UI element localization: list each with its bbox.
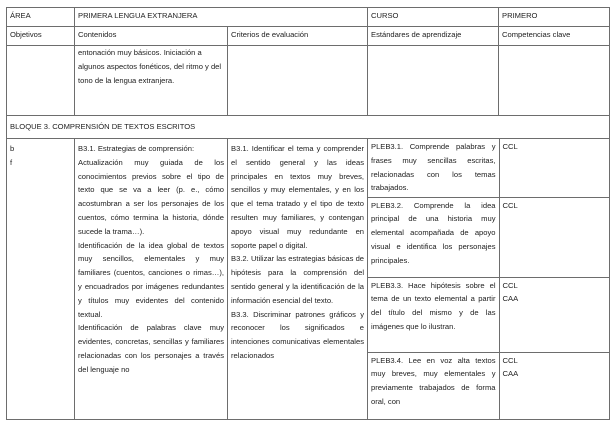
- contenido-item: Identificación de palabras clave muy evidentes, concretas, sencillas y familiares relacionadas con los personajes a través del lenguaje no: [78, 323, 224, 374]
- header-row: [7, 8, 610, 27]
- criterio-item: B3.1. Identificar el tema y comprender el sentido general y las ideas principales en textos muy breves, sencillos y muy elementales, y en los que el tema tratado y el tipo de texto resulten muy familiares, y contengan apoyo visual muy redundante en soporte papel o digital.: [231, 144, 365, 250]
- curso-value: PRIMERO: [499, 8, 610, 27]
- competencia-code: CCL: [502, 355, 518, 365]
- continuation-row: [7, 46, 610, 116]
- estandar-row: [368, 139, 610, 197]
- block-criterios: [228, 139, 368, 420]
- contenido-item: Actualización muy guiada de los conocimientos previos sobre el tipo de texto que se va a leer (p. e., cómo acostumbran a ser los personajes de los cuentos, cómo termina la historia, dónde sucede la trama…).: [78, 157, 224, 236]
- area-value: PRIMERA LENGUA EXTRANJERA: [75, 8, 368, 27]
- column-header-row: [7, 27, 610, 46]
- competencia-code: CAA: [502, 369, 519, 379]
- estandar-text: PLEB3.1. Comprende palabras y frases muy sencillas escritas, relacionadas con los temas trabajados.: [368, 139, 499, 197]
- competencia-cell: [499, 277, 610, 352]
- col-criterios: Criterios de evaluación: [228, 27, 368, 46]
- block-estandares-competencias: [368, 139, 610, 420]
- contenido-heading: B3.1. Estrategias de comprensión:: [78, 144, 195, 153]
- competencia-cell: [499, 197, 610, 277]
- competencia-code: CCL: [502, 142, 518, 151]
- objetivo-item: b: [10, 144, 15, 153]
- estandar-row: [368, 277, 610, 352]
- criterio-item: B3.3. Discriminar patrones gráficos y reconocer los significados e intenciones comunicativas elementales relacionados: [231, 309, 365, 360]
- continuation-estandares: [368, 46, 499, 116]
- competencia-cell: [499, 139, 610, 197]
- col-objetivos: Objetivos: [7, 27, 75, 46]
- curso-label: CURSO: [368, 8, 499, 27]
- block-contenidos: [75, 139, 228, 420]
- competencia-cell: [499, 352, 610, 419]
- block-title: BLOQUE 3. COMPRENSIÓN DE TEXTOS ESCRITOS: [7, 116, 610, 139]
- col-competencias: Competencias clave: [499, 27, 610, 46]
- estandar-text: PLEB3.4. Lee en voz alta textos muy breves, muy elementales y previamente trabajados de forma oral, con: [368, 352, 499, 419]
- estandar-text: PLEB3.2. Comprende la idea principal de una historia muy elemental acompañada de apoyo visual e identifica los personajes principales.: [368, 197, 499, 277]
- estandar-row: [368, 197, 610, 277]
- competencia-code: CCL: [502, 200, 518, 210]
- col-estandares: Estándares de aprendizaje: [368, 27, 499, 46]
- continuation-criterios: [228, 46, 368, 116]
- competencia-code: CCL: [502, 280, 518, 290]
- curriculum-table: [6, 7, 610, 420]
- criterio-item: B3.2. Utilizar las estrategias básicas de hipótesis para la comprensión del sentido general y la identificación de la información esencial del texto.: [231, 254, 365, 305]
- competencia-code: CAA: [502, 294, 519, 304]
- estandar-row: [368, 352, 610, 419]
- continuation-competencias: [499, 46, 610, 116]
- objetivo-item: f: [10, 157, 13, 167]
- area-label: ÁREA: [7, 8, 75, 27]
- estandar-text: PLEB3.3. Hace hipótesis sobre el tema de un texto elemental a partir del título del mismo y de las imágenes que lo ilustran.: [368, 277, 499, 352]
- col-contenidos: Contenidos: [75, 27, 228, 46]
- continuation-contenidos: entonación muy básicos. Iniciación a algunos aspectos fonéticos, del ritmo y del tono de la lengua extranjera.: [75, 46, 228, 116]
- block-objetivos: [7, 139, 75, 420]
- continuation-objetivos: [7, 46, 75, 116]
- block-content-row: [7, 139, 610, 420]
- estandares-subtable: [368, 139, 610, 419]
- block-title-row: [7, 116, 610, 139]
- contenido-item: Identificación de la idea global de textos muy sencillos, elementales y muy familiares (cuentos, canciones o rimas…), y encuadrados por imágenes redundantes y títulos muy evidentes del contenido textual.: [78, 240, 224, 319]
